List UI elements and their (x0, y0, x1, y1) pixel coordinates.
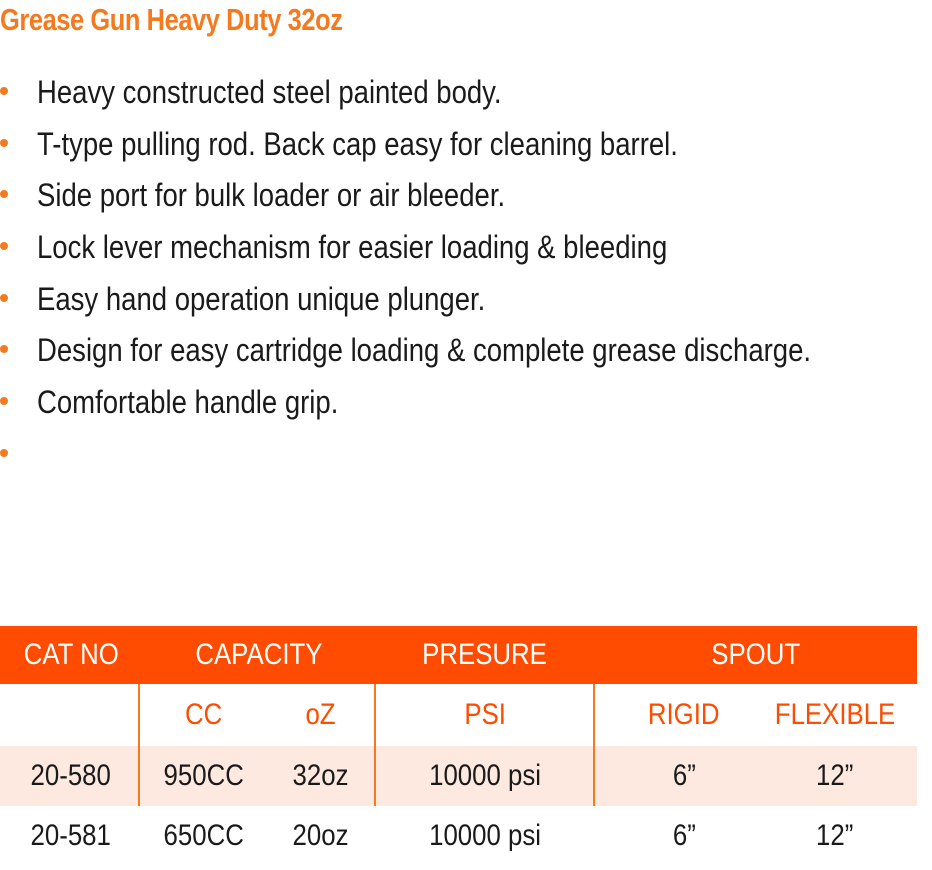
list-item (0, 430, 932, 482)
table-header (0, 626, 917, 684)
table-row (0, 806, 917, 866)
subheader-psi: PSI (464, 698, 506, 731)
header-cat-no: CAT NO (23, 638, 119, 671)
feature-text: Design for easy cartridge loading & complete grease discharge. (37, 332, 812, 369)
feature-list (0, 68, 932, 482)
subheader-flexible: FLEXIBLE (774, 698, 896, 731)
subheader-rigid: RIGID (648, 698, 720, 731)
bullet-icon (0, 190, 8, 198)
cell-oz: 32oz (293, 759, 349, 792)
header-capacity: CAPACITY (195, 638, 323, 671)
page-title: Grease Gun Heavy Duty 32oz (0, 2, 343, 37)
subheader-cc: CC (185, 698, 223, 731)
bullet-icon (0, 449, 8, 457)
cell-oz: 20oz (293, 819, 349, 852)
cell-rigid: 6” (672, 819, 696, 852)
header-pressure: PRESURE (422, 638, 548, 671)
column-divider (374, 684, 376, 806)
column-divider (138, 684, 140, 806)
bullet-icon (0, 139, 8, 147)
cell-flexible: 12” (816, 759, 854, 792)
cell-psi: 10000 psi (429, 819, 541, 852)
list-item (0, 378, 932, 430)
spec-table (0, 626, 917, 866)
subheader-cat-no (0, 684, 142, 746)
bullet-icon (0, 397, 8, 405)
list-item (0, 171, 932, 223)
feature-text: T-type pulling rod. Back cap easy for cleaning barrel. (37, 125, 678, 162)
feature-text: Lock lever mechanism for easier loading & bleeding (37, 229, 668, 266)
header-spout: SPOUT (711, 638, 800, 671)
list-item (0, 326, 932, 378)
list-item (0, 120, 932, 172)
bullet-icon (0, 345, 8, 353)
cell-cat-no: 20-581 (30, 819, 112, 852)
cell-cat-no: 20-580 (30, 759, 112, 792)
cell-psi: 10000 psi (429, 759, 541, 792)
cell-cc: 650CC (163, 819, 245, 852)
cell-cc: 950CC (163, 759, 245, 792)
list-item (0, 68, 932, 120)
feature-text: Comfortable handle grip. (37, 384, 339, 421)
cell-rigid: 6” (672, 759, 696, 792)
cell-flexible: 12” (816, 819, 854, 852)
feature-text: Easy hand operation unique plunger. (37, 280, 486, 317)
list-item (0, 275, 932, 327)
feature-text: Side port for bulk loader or air bleeder. (37, 177, 506, 214)
list-item (0, 223, 932, 275)
bullet-icon (0, 294, 8, 302)
bullet-icon (0, 242, 8, 250)
subheader-oz: oZ (305, 698, 337, 731)
column-divider (593, 684, 595, 806)
bullet-icon (0, 87, 8, 95)
feature-text: Heavy constructed steel painted body. (37, 74, 502, 110)
